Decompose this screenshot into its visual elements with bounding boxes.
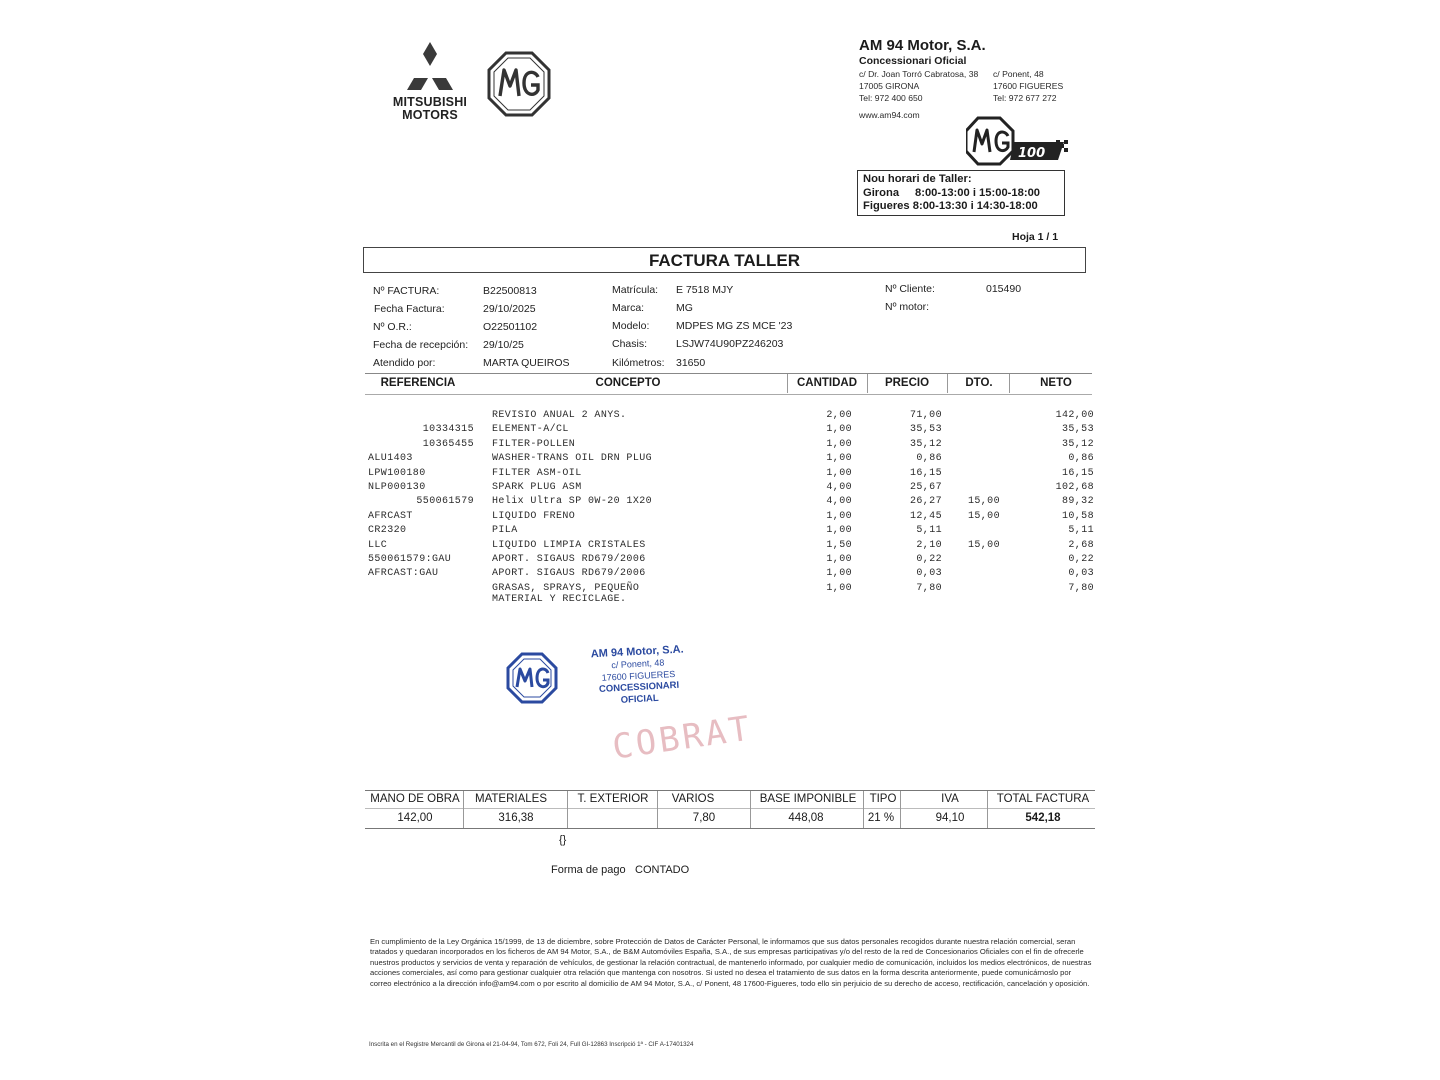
figueres-phone: Tel: 972 677 272 [993,93,1057,103]
line-disc: 15,00 [967,496,1000,508]
line-price: 0,03 [916,568,942,580]
line-price: 7,80 [916,582,942,594]
hours-girona [863,187,1064,201]
line-concept: APORT. SIGAUS RD679/2006 [492,568,646,580]
registry-footer: Inscrita en el Registre Mercantil de Girona el 21-04-94, Tom 672, Foli 24, Full GI-12863 Inscripció 1ª - CIF A-17401324 [369,1041,694,1048]
model-label: Modelo: [612,320,650,332]
table-header-top-rule [365,373,1092,374]
km-label: Kilómetros: [612,357,665,369]
col-concept-header: CONCEPTO [595,377,661,389]
address-girona [859,68,978,104]
line-net: 5,11 [1068,525,1094,537]
mitsubishi-line2: MOTORS [402,108,458,122]
line-concept: LIQUIDO LIMPIA CRISTALES [492,539,646,551]
line-net: 35,12 [1061,438,1094,450]
client-label: Nº Cliente: [885,283,935,295]
col-qty-header: CANTIDAD [796,377,858,389]
reception-date: 29/10/25 [483,339,524,351]
line-ref: 10334315 [422,424,474,436]
hours-figueres-city: Figueres [863,200,910,212]
address-figueres [993,68,1063,104]
km: 31650 [676,357,706,369]
misc-total: 7,80 [692,812,716,824]
model: MDPES MG ZS MCE '23 [676,320,793,332]
line-disc: 15,00 [967,539,1000,551]
line-price: 35,12 [909,438,942,450]
line-price: 35,53 [909,424,942,436]
invoice-number-label: Nº FACTURA: [373,285,440,297]
line-qty: 1,50 [826,539,852,551]
line-qty: 1,00 [826,582,852,594]
stamp-mg-logo [506,652,558,704]
stamp-dealer-type: CONCESSIONARI OFICIAL [598,679,680,706]
col-sep [1009,374,1010,393]
line-qty: 1,00 [826,453,852,465]
stamp-address-street: c/ Ponent, 48 [611,657,665,671]
tax-base-total: 448,08 [788,812,824,824]
line-qty: 1,00 [826,438,852,450]
col-net-header: NETO [1040,377,1072,389]
line-concept: FILTER ASM-OIL [492,467,582,479]
line-ref: NLP000130 [368,482,426,493]
stamp-address-city: 17600 FIGUERES [601,668,676,683]
tax-type-label: TIPO [869,793,897,805]
brand-label: Marca: [612,302,645,314]
line-ref: 550061579:GAU [368,554,452,565]
reception-date-label: Fecha de recepción: [373,339,469,351]
line-net: 16,15 [1061,467,1094,479]
stamp-company-name: AM 94 Motor, S.A. [590,643,684,661]
attended-by: MARTA QUEIROS [483,357,570,369]
line-price: 2,10 [916,539,942,551]
line-concept: WASHER-TRANS OIL DRN PLUG [492,453,653,465]
line-concept: PILA [492,525,518,537]
chassis-label: Chasis: [612,338,648,350]
totals-sep [900,791,901,828]
braces-mark: {} [559,834,567,846]
hours-girona-times: 8:00-13:00 i 15:00-18:00 [915,186,1041,199]
line-ref: AFRCAST:GAU [368,568,439,580]
dealer-name: AM 94 Motor, S.A. [859,37,986,54]
line-net: 0,86 [1068,453,1094,465]
girona-phone: Tel: 972 400 650 [859,93,923,103]
payment-method: CONTADO [635,864,690,876]
plate: E 7518 MJY [676,284,734,296]
line-price: 25,67 [909,482,942,493]
line-ref: AFRCAST [368,510,413,522]
line-concept: SPARK PLUG ASM [492,482,582,493]
line-concept: REVISIO ANUAL 2 ANYS. [492,410,627,421]
line-qty: 1,00 [826,424,852,436]
line-net: 0,22 [1068,554,1094,565]
line-qty: 1,00 [826,467,852,479]
line-ref: ALU1403 [368,453,413,465]
invoice-total-label: TOTAL FACTURA [996,793,1090,805]
hours-girona-city: Girona [863,186,900,199]
engine-label: Nº motor: [885,301,930,313]
or-label: Nº O.R.: [373,321,412,333]
line-price: 16,15 [909,467,942,479]
line-qty: 2,00 [826,410,852,421]
line-ref: 550061579 [416,496,474,508]
line-price: 71,00 [909,410,942,421]
paid-stamp: COBRAT [609,708,755,768]
line-price: 26,27 [909,496,942,508]
line-net: 10,58 [1061,510,1094,522]
line-qty: 1,00 [826,554,852,565]
col-disc-header: DTO. [965,377,993,389]
chassis: LSJW74U90PZ246203 [676,338,784,350]
line-concept: ELEMENT-A/CL [492,424,569,436]
materials-label: MATERIALES [475,793,547,805]
brand: MG [676,302,693,314]
line-qty: 1,00 [826,525,852,537]
figueres-city: 17600 FIGUERES [993,81,1064,91]
workshop-hours-box [857,170,1065,216]
line-disc: 15,00 [967,510,1000,522]
external-label: T. EXTERIOR [577,793,649,805]
line-concept: Helix Ultra SP 0W-20 1X20 [492,496,653,508]
misc-label: VARIOS [671,793,715,805]
invoice-number: B22500813 [483,285,537,297]
line-net: 102,68 [1055,482,1094,493]
figueres-street: c/ Ponent, 48 [993,69,1044,79]
client-number: 015490 [986,283,1022,295]
company-stamp [578,643,699,709]
mg100-number: 100 [1018,146,1046,161]
table-header-bottom-rule [365,394,1092,395]
mg100-anniversary-logo [966,116,1070,166]
payment-method-label: Forma de pago [551,864,626,876]
line-concept: LIQUIDO FRENO [492,510,576,522]
document-title: FACTURA TALLER [363,247,1086,273]
attended-by-label: Atendido por: [373,357,436,369]
materials-total: 316,38 [498,812,534,824]
labor-label: MANO DE OBRA [370,793,460,805]
line-price: 5,11 [916,525,942,537]
line-price: 0,22 [916,554,942,565]
hours-figueres-times: 8:00-13:30 i 14:30-18:00 [912,200,1038,212]
hours-figueres [863,200,1064,214]
sheet-number: Hoja 1 / 1 [1012,231,1059,243]
line-net: 35,53 [1061,424,1094,436]
line-net: 89,32 [1061,496,1094,508]
vat-label: IVA [941,793,959,805]
invoice-total: 542,18 [1025,812,1061,824]
line-qty: 1,00 [826,568,852,580]
line-ref: CR2320 [368,525,407,537]
line-concept: APORT. SIGAUS RD679/2006 [492,554,646,565]
dealer-website: www.am94.com [859,110,920,120]
girona-street: c/ Dr. Joan Torró Cabratosa, 38 [859,69,979,79]
line-qty: 4,00 [826,482,852,493]
or-number: O22501102 [483,321,538,333]
hours-title: Nou horari de Taller: [863,173,972,185]
mitsubishi-line1: MITSUBISHI [392,95,468,109]
totals-top-rule [365,790,1095,791]
invoice-date-label: Fecha Factura: [374,303,445,315]
line-qty: 1,00 [826,510,852,522]
totals-bottom-rule [365,828,1095,829]
girona-city: 17005 GIRONA [859,81,920,91]
tax-type: 21 % [867,812,895,824]
dealer-subtitle: Concessionari Oficial [859,55,967,67]
line-price: 12,45 [909,510,942,522]
line-ref: LLC [368,539,388,551]
mitsubishi-wordmark [386,96,474,122]
totals-sep [750,791,751,828]
line-net: 0,03 [1068,568,1094,580]
line-concept-continued: MATERIAL Y RECICLAGE. [492,593,627,605]
tax-base-label: BASE IMPONIBLE [759,793,857,805]
totals-middle-rule [365,808,1095,809]
line-price: 0,86 [916,453,942,465]
mitsubishi-diamond-icon [400,40,460,96]
invoice-date: 29/10/2025 [483,303,536,315]
line-net: 2,68 [1068,539,1094,551]
labor-total: 142,00 [397,812,433,824]
line-net: 142,00 [1055,410,1094,421]
mg-octagon-logo [486,50,552,118]
line-net: 7,80 [1068,582,1094,594]
col-ref-header: REFERENCIA [380,377,456,389]
vat-total: 94,10 [935,812,965,824]
line-ref: LPW100180 [368,467,426,479]
plate-label: Matrícula: [612,284,659,296]
line-concept: GRASAS, SPRAYS, PEQUEÑO [492,582,640,594]
line-ref: 10365455 [422,438,474,450]
col-price-header: PRECIO [884,377,930,389]
data-protection-notice: En cumplimiento de la Ley Orgánica 15/1999, de 13 de diciembre, sobre Protección de Datos de Carácter Personal, le informamos que sus datos personales recogidos durante nuestra relación comercial, seran tratados y quedaran incorporados en los ficheros de AM 94 Motor, S.A., de B&M Automóviles España, S.A., de sus empresas participativas y/o del resto de la red de Concesionarios Oficiales con el fin de ofrecerle nuestros productos y servicios de venta y reparación de vehículos, de gestionar la relación contractual, de mantenerlo informado, por cualquier medio de comunicación, incluidos los medios electrónicos, de nuestras acciones comerciales, así como para gestionar cualquier otra relación que mantenga con nosotros. Si usted no desea el tratamiento de sus datos en la forma descrita anteriormente, puede comunicárnoslo por correo electrónico a la dirección info@am94.com o por escrito al domicilio de AM 94 Motor, S.A., c/ Ponent, 48 17600-Figueres, todo ello sin perjuicio de su derecho de acceso, rectificación, cancelación y oposición. [370,937,1092,988]
line-concept: FILTER-POLLEN [492,438,576,450]
line-qty: 4,00 [826,496,852,508]
